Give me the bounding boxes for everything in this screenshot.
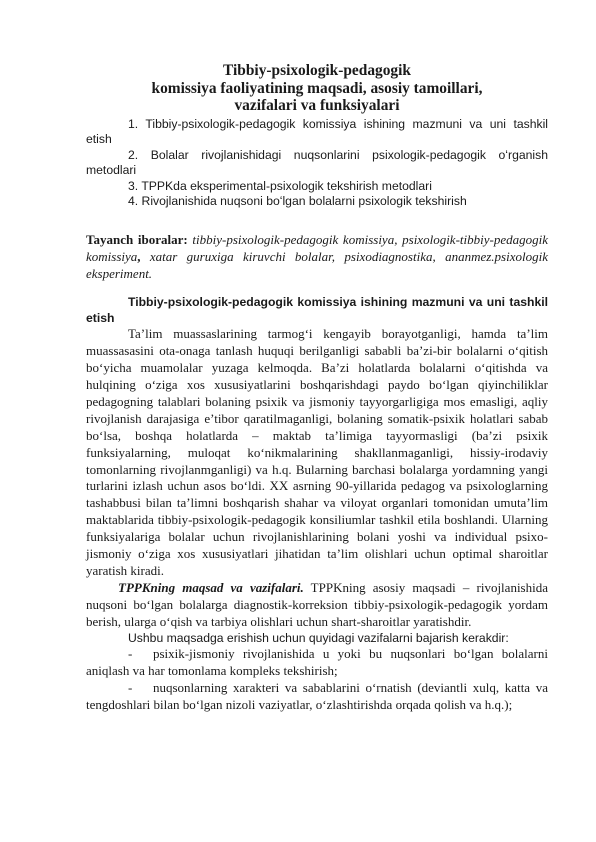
goals-text: TPPKning asosiy maqsadi – rivojlanishida nuqsoni bo‘lgan bolalarga diagnostik-korreksion tibbiy-psixologik-pedagogik yordam berish, ularga o‘qish va tarbiya olishlari uchun shart-sharoitlar yaratishdir. [86, 579, 548, 629]
bullet-text: nuqsonlarning xarakteri va sabablarini o‘rnatish (deviantli xulq, katta va tengdoshlari bilan bo‘lgan nizoli vaziyatlar, o‘zlashtirishda orqada qolish va h.q.); [86, 679, 548, 712]
body-paragraph: Ta’lim muassaslarining tarmog‘i kengayib borayotganligi, hamda ta’lim muassasasini ota-onaga tanlash huquqi berilganligi sababli ba’zi-bir bolalarni o‘qitish bo‘yicha muamolalar yuzaga kelmoqda. Ba’zi holatlarda bolalarni o‘qitishda va hulqining o‘ziga xos xususiyatlarini boshqarishdagi paydo bo‘lgan qiyinchiliklar pedagogning talablari bolaning psixik va jismoniy tayyorgarligiga mos emasligi, aqliy rivojlanish darajasiga e’tibor qaratilmaganligi, bolaning somatik-psixik holatlari sabab bo‘lsa, boshqa holatlarda – maktab ta’limiga tayyormasligi (ba’zi psixik funksiyalarning, muloqat ko‘nikmalarining shakllanmaganligi, hissiy-irodaviy tomonlarning rivojlanmganligi) va h.q. Bularning barchasi bolalarga yordamning yangi turlarini izlash uchun asos bo‘ldi. XX asrning 90-yillarida pedagog va psixologlarning tashabbusi bilan ta’limni boshqarish shahar va viloyat organlari tomonidan umuta’lim maktablarida tibbiy-psixologik-pedagogik konsiliumlar tashkil etila boshlandi. Ularning funksiyalariga bolalar uchun rivojlanishlarining bolani yoshi va individual psixo-jismoniy o‘ziga xos xususiyatlari jihatidan ta’lim olishlari uchun optimal sharoitlar yaratish kiradi. [86, 326, 548, 578]
bullet-item [86, 646, 548, 680]
title-line-2: komissiya faoliyatining maqsadi, asosiy tamoillari, [151, 79, 483, 97]
bullet-dash: - [128, 679, 133, 695]
lecture-plan [86, 117, 548, 211]
goals-paragraph [86, 580, 548, 631]
goals-lead: TPPKning maqsad va vazifalari. [118, 579, 304, 595]
title-line-1: Tibbiy-psixologik-pedagogik [223, 62, 411, 79]
document-title [86, 62, 548, 115]
plan-item: 3. TPPKda eksperimental-psixologik tekshirish metodlari [128, 178, 432, 193]
keywords-text: tibbiy-psixologik-pedagogik komissiya, psixologik-tibbiy-pedagogik komissiya [86, 232, 548, 265]
keywords-comma: , [137, 249, 141, 265]
bullet-text: psixik-jismoniy rivojlanishida u yoki bu nuqsonlari bo‘lgan bolalarni aniqlash va har tomonlama kompleks tekshirish; [86, 646, 548, 679]
plan-item: 4. Rivojlanishida nuqsoni boʻlgan bolalarni psixologik tekshirish [128, 194, 467, 209]
bullet-dash: - [128, 646, 133, 662]
title-line-3: vazifalari va funksiyalari [234, 97, 400, 114]
keywords-text-2: xatar guruxiga kiruvchi bolalar, psixodiagnostika, ananmez.psixologik eksperiment. [86, 249, 548, 282]
tasks-intro: Ushbu maqsadga erishish uchun quyidagi vazifalarni bajarish kerakdir: [128, 630, 509, 645]
bullet-item [86, 680, 548, 714]
section-heading: Tibbiy-psixologik-pedagogik komissiya ishining mazmuni va uni tashkil etish [86, 295, 548, 325]
keywords-label: Tayanch iboralar: [86, 232, 188, 248]
plan-item: 1. Tibbiy-psixologik-pedagogik komissiya ishining mazmuni va uni tashkil etish [86, 116, 548, 147]
plan-item: 2. Bolalar rivojlanishidagi nuqsonlarini psixologik-pedagogik oʻrganish metodlari [86, 147, 548, 178]
keywords-paragraph [86, 231, 548, 282]
